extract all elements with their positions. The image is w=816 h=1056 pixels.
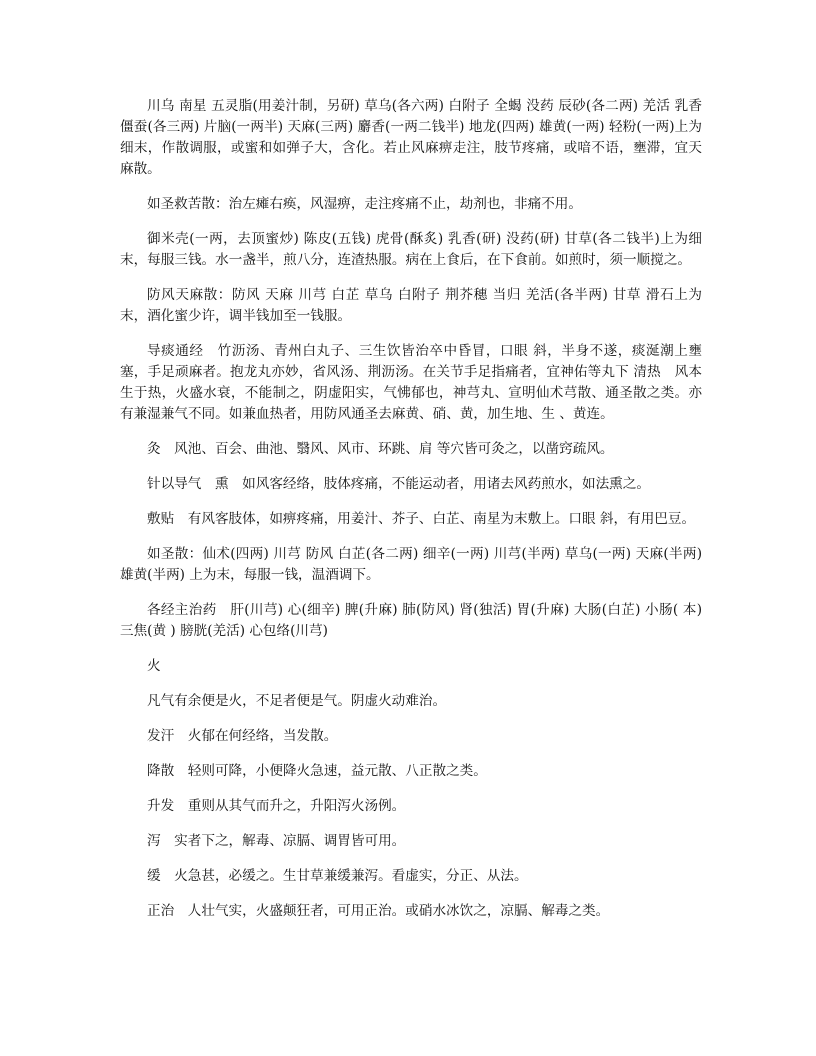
paragraph-rushengsan: 如圣散：仙术(四两) 川芎 防风 白芷(各二两) 细辛(一两) 川芎(半两) 草乌(一两) 天麻(半两) 雄黄(半两) 上为末，每服一钱，温酒调下。 <box>120 546 702 583</box>
paragraph-yumike-formula: 御米壳(一两，去顶蜜炒) 陈皮(五钱) 虎骨(酥炙) 乳香(研) 没药(研) 甘草(各二钱半)上为细末，每服三钱。水一盏半，煎八分，连渣热服。病在上食后，在下食前。如煎时，须一顺搅之。 <box>120 231 702 268</box>
paragraph-rusheng-jiukusan: 如圣救苦散：治左瘫右痪，风湿痹，走注疼痛不止，劫剂也，非痛不用。 <box>147 196 582 212</box>
paragraph-moxibustion: 灸 风池、百会、曲池、翳风、风市、环跳、肩 等穴皆可灸之，以凿窍疏风。 <box>147 441 614 457</box>
paragraph-ascending: 升发 重则从其气而升之，升阳泻火汤例。 <box>147 798 406 814</box>
paragraph-descending: 降散 轻则可降，小便降火急速，益元散、八正散之类。 <box>147 763 487 779</box>
paragraph-sweating: 发汗 火郁在何经络，当发散。 <box>147 728 338 744</box>
paragraph-formula-ingredients: 川乌 南星 五灵脂(用姜汁制，另研) 草乌(各六两) 白附子 全蝎 没药 辰砂(各二两) 羌活 乳香 僵蚕(各三两) 片脑(一两半) 天麻(三两) 麝香(一两二钱半) 地龙(四两) 雄黄(一两) 轻粉(一两)上为细末，作散调服，或蜜和如弹子大，含化。若止风麻痹走注，肢节疼痛，或喑不语，壅滞，宜天麻散。 <box>120 98 702 177</box>
paragraph-direct-treatment: 正治 人壮气实，火盛颠狂者，可用正治。或硝水冰饮之，凉膈、解毒之类。 <box>147 903 610 919</box>
paragraph-fire-intro: 凡气有余便是火，不足者便是气。阴虚火动难治。 <box>147 693 447 709</box>
paragraph-purging: 泻 实者下之，解毒、凉膈、调胃皆可用。 <box>147 833 406 849</box>
paragraph-fangfeng-tianmasan: 防风天麻散：防风 天麻 川芎 白芷 草乌 白附子 荆芥穗 当归 羌活(各半两) 甘草 滑石上为末，酒化蜜少许，调半钱加至一钱服。 <box>120 287 702 324</box>
section-heading-fire: 火 <box>147 658 161 674</box>
paragraph-daotan-tongjing: 导痰通经 竹沥汤、青州白丸子、三生饮皆治卒中昏冒，口眼 斜，半身不遂，痰涎潮上壅塞，手足顽麻者。抱龙丸亦妙，省风汤、荆沥汤。在关节手足指痛者，宜神佑等丸下 清热 风本生于热，火盛水衰，不能制之，阴虚阳实，气怫郁也，神芎丸、宣明仙术芎散、通圣散之类。亦有兼湿兼气不同。如兼血热者，用防风通圣去麻黄、硝、黄，加生地、生 、黄连。 <box>120 343 702 422</box>
paragraph-external-application: 敷贴 有风客肢体，如痹疼痛，用姜汁、芥子、白芷、南星为末敷上。口眼 斜，有用巴豆。 <box>147 511 696 527</box>
paragraph-meridian-herbs: 各经主治药 肝(川芎) 心(细辛) 脾(升麻) 肺(防风) 肾(独活) 胃(升麻) 大肠(白芷) 小肠( 本) 三焦(黄 ) 膀胱(羌活) 心包络(川芎) <box>120 602 702 639</box>
paragraph-moderating: 缓 火急甚，必缓之。生甘草兼缓兼泻。看虚实，分正、从法。 <box>147 868 528 884</box>
paragraph-acupuncture-fumigation: 针以导气 熏 如风客经络，肢体疼痛，不能运动者，用诸去风药煎水，如法熏之。 <box>147 476 650 492</box>
document-page <box>120 96 702 936</box>
